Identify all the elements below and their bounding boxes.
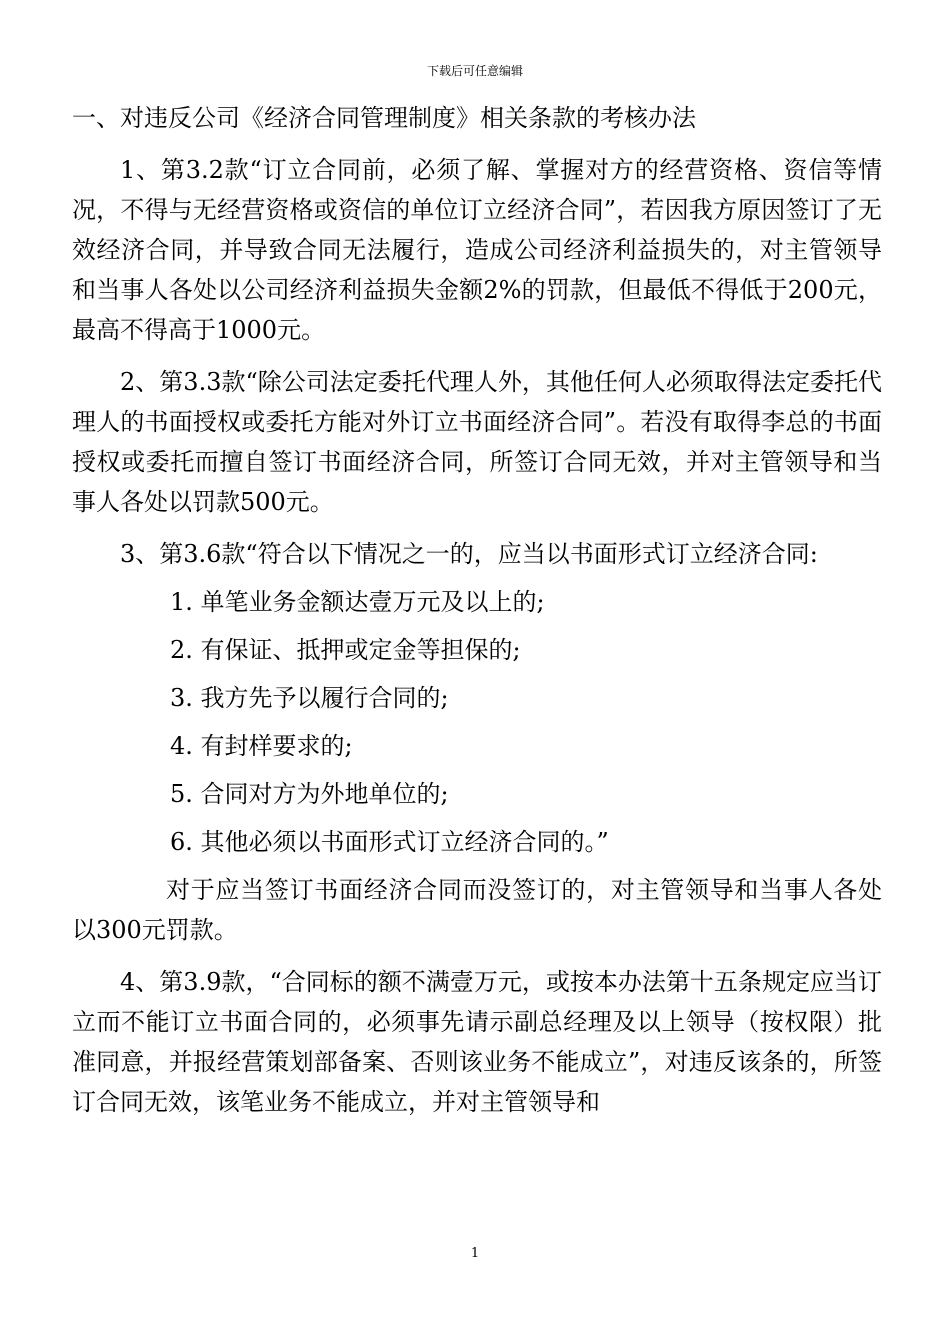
document-body [72,98,882,1122]
list-item: 4. 有封样要求的; [170,732,353,760]
list-item: 1. 单笔业务金额达壹万元及以上的; [170,588,545,616]
page-number: 1 [470,1246,480,1261]
list-item: 2. 有保证、抵押或定金等担保的; [170,636,521,664]
paragraph-2: 2、第3.3款“除公司法定委托代理人外，其他任何人必须取得法定委托代理人的书面授权或委托方能对外订立书面经济合同”。若没有取得李总的书面授权或委托而擅自签订书面经济合同，所签订合同无效，并对主管领导和当事人各处以罚款500元。 [72,368,882,516]
header-note: 下载后可任意编辑 [426,64,523,78]
section-heading: 一、对违反公司《经济合同管理制度》相关条款的考核办法 [72,104,696,132]
list-item: 6. 其他必须以书面形式订立经济合同的。” [170,828,609,856]
list-item: 5. 合同对方为外地单位的; [170,780,449,808]
paragraph-3-note: 对于应当签订书面经济合同而没签订的，对主管领导和当事人各处以300元罚款。 [72,876,882,944]
paragraph-3: 3、第3.6款“符合以下情况之一的，应当以书面形式订立经济合同: [120,540,818,568]
list-item: 3. 我方先予以履行合同的; [170,684,449,712]
paragraph-1: 1、第3.2款“订立合同前，必须了解、掌握对方的经营资格、资信等情况，不得与无经营资格或资信的单位订立经济合同”，若因我方原因签订了无效经济合同，并导致合同无法履行，造成公司经济利益损失的，对主管领导和当事人各处以公司经济利益损失金额2%的罚款，但最低不得低于200元，最高不得高于1000元。 [72,156,882,344]
paragraph-4: 4、第3.9款，“合同标的额不满壹万元，或按本办法第十五条规定应当订立而不能订立书面合同的，必须事先请示副总经理及以上领导（按权限）批准同意，并报经营策划部备案、否则该业务不能成立”，对违反该条的，所签订合同无效，该笔业务不能成立，并对主管领导和 [72,968,882,1116]
